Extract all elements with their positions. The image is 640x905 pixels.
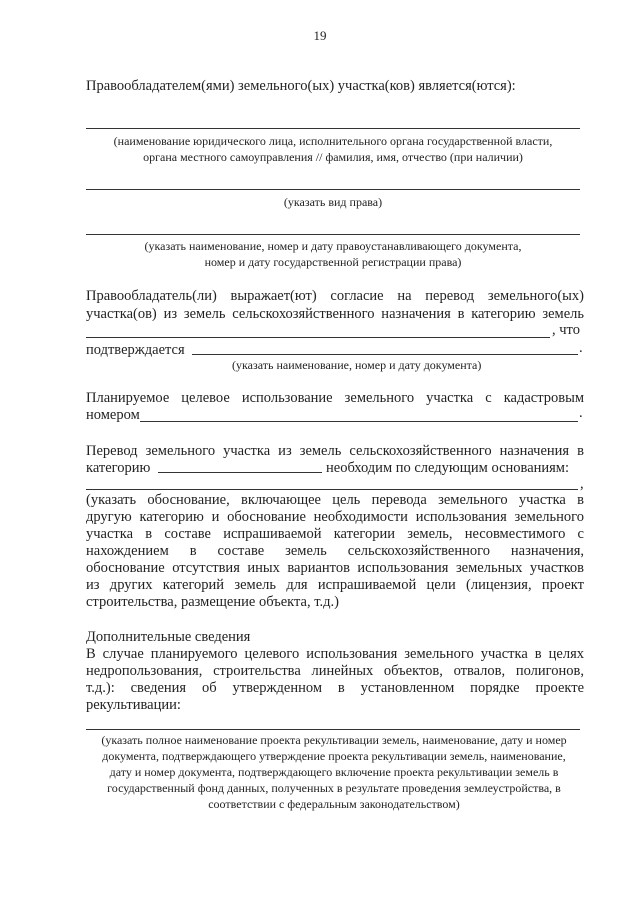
transfer-line-1: Перевод земельного участка из земель сельскохозяйственного назначения в — [86, 443, 584, 459]
consent-line-4-start: подтверждается — [86, 342, 185, 358]
justification-line: (указать обоснование, включающее цель перевода земельного участка в — [86, 492, 584, 508]
reclamation-caption-line: дату и номер документа, подтверждающего включение проекта рекультивации земель в — [109, 765, 559, 779]
owner-name-caption-1: (наименование юридического лица, исполнительного органа государственной власти, — [113, 134, 553, 148]
consent-line-3-end: , что — [552, 322, 580, 338]
justification-line: обоснование отсутствия иных вариантов использования земельных участков — [86, 560, 584, 576]
target-category-line[interactable] — [158, 472, 322, 473]
reclamation-caption — [82, 732, 586, 812]
right-type-line[interactable] — [86, 189, 580, 190]
page-number: 19 — [313, 28, 327, 43]
consent-line-1: Правообладатель(ли) выражает(ют) согласие на перевод земельного(ых) — [86, 288, 584, 304]
consent-document-line[interactable] — [192, 354, 578, 355]
transfer-grounds-line[interactable] — [86, 489, 578, 490]
cadastral-number-line[interactable] — [140, 421, 578, 422]
title-document-caption-2: номер и дату государственной регистрации права) — [204, 255, 462, 269]
consent-document-caption: (указать наименование, номер и дату документа) — [232, 358, 482, 372]
owner-name-caption-2: органа местного самоуправления // фамилия, имя, отчество (при наличии) — [143, 150, 523, 164]
title-document-line[interactable] — [86, 234, 580, 235]
consent-line-2: участка(ов) из земель сельскохозяйственного назначения в категорию земель — [86, 306, 584, 322]
additional-line: рекультивации: — [86, 697, 181, 713]
owner-name-line[interactable] — [86, 128, 580, 129]
reclamation-caption-line: государственный фонд данных, полученных в результате проведения землеустройства, в — [107, 781, 561, 795]
justification-line: из других категорий земель для испрашиваемой цели (лицензия, проект — [86, 577, 584, 593]
additional-line: В случае планируемого целевого использования земельного участка в целях — [86, 646, 584, 662]
reclamation-caption-line: документа, подтверждающего утверждение проекта рекультивации земель, наименование, — [102, 749, 566, 763]
reclamation-project-line[interactable] — [86, 729, 580, 730]
right-type-caption: (указать вид права) — [283, 195, 383, 209]
consent-line-4-end: . — [579, 340, 583, 356]
transfer-line-2-start: категорию — [86, 460, 151, 476]
justification-line: участка в составе испрашиваемой категории земель, несовместимого с — [86, 526, 584, 542]
title-document-caption-1: (указать наименование, номер и дату правоустанавливающего документа, — [144, 239, 522, 253]
category-line[interactable] — [86, 337, 550, 338]
justification-line: строительства, размещение объекта, т.д.) — [86, 594, 339, 610]
justification-line: другую категорию и обоснование необходимости использования земельного — [86, 509, 584, 525]
additional-line: недропользования, строительства линейных объектов, отвалов, полигонов, — [86, 663, 584, 679]
planned-use-line-2-end: . — [579, 405, 583, 421]
reclamation-caption-line: соответствии с федеральным законодательством) — [208, 797, 460, 811]
planned-use-line-1: Планируемое целевое использование земельного участка с кадастровым — [86, 390, 584, 406]
additional-text — [86, 646, 584, 714]
owners-heading: Правообладателем(ями) земельного(ых) участка(ков) является(ются): — [86, 78, 516, 94]
transfer-line-3-end: , — [580, 476, 584, 492]
additional-line: т.д.): сведения об утвержденном в установленном порядке проекте — [86, 680, 584, 696]
reclamation-caption-line: (указать полное наименование проекта рекультивации земель, наименование, дату и номер — [101, 733, 567, 747]
transfer-line-2-end: необходим по следующим основаниям: — [326, 460, 570, 476]
additional-heading: Дополнительные сведения — [86, 629, 251, 645]
planned-use-line-2-start: номером — [86, 407, 140, 423]
transfer-justification — [86, 492, 584, 611]
justification-line: нахождением в составе земель сельскохозяйственного назначения, — [86, 543, 584, 559]
